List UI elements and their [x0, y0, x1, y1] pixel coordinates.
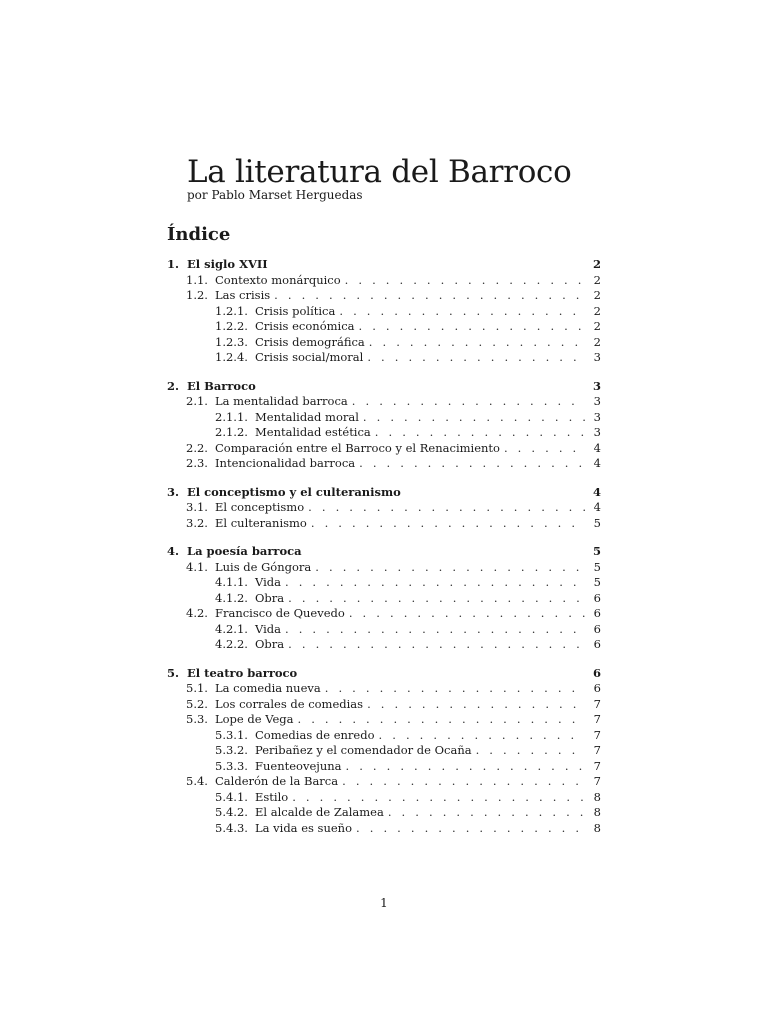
- toc-entry-level-1[interactable]: [167, 666, 601, 682]
- toc-entry-number: 1.1.: [186, 272, 208, 287]
- toc-entry-level-2[interactable]: [167, 712, 601, 728]
- toc-entry-number: 4.: [167, 544, 180, 558]
- dot-leader: [288, 591, 585, 607]
- toc-entry-page: 3: [593, 409, 601, 424]
- toc-entry-page: 6: [593, 637, 601, 651]
- toc-section: [167, 485, 601, 532]
- toc-entry-number: 5.: [167, 665, 180, 680]
- toc-entry-page: 3: [593, 425, 601, 439]
- toc-entry-level-2[interactable]: [167, 456, 601, 472]
- toc-entry-level-2[interactable]: [167, 516, 601, 532]
- toc-entry-title: El siglo XVII: [187, 257, 268, 271]
- toc-entry-number: 4.2.2.: [215, 637, 248, 651]
- toc-section: [167, 544, 601, 653]
- toc-entry-page: 6: [593, 590, 601, 605]
- toc-entry-number: 3.2.: [186, 515, 208, 530]
- toc-entry-page: 4: [593, 500, 601, 514]
- toc-entry-title: Intencionalidad barroca: [215, 456, 356, 470]
- toc-entry-page: 8: [593, 789, 601, 804]
- dot-leader: [346, 759, 586, 775]
- toc-entry-number: 2.1.: [186, 394, 208, 408]
- dot-leader: [315, 560, 585, 576]
- toc-entry-level-2[interactable]: [167, 288, 601, 304]
- page-number: 1: [380, 896, 388, 910]
- toc-heading: Índice: [167, 224, 231, 245]
- toc-entry-number: 5.3.3.: [215, 758, 248, 773]
- dot-leader: [274, 288, 585, 304]
- toc-section: [167, 379, 601, 472]
- toc-section: [167, 666, 601, 837]
- toc-entry-level-2[interactable]: [167, 697, 601, 713]
- dot-leader: [388, 805, 585, 821]
- toc-entry-level-3[interactable]: [167, 728, 601, 744]
- toc-entry-number: 4.1.: [186, 559, 208, 574]
- toc-entry-title: Estilo: [255, 789, 289, 804]
- toc-entry-level-3[interactable]: [167, 319, 601, 335]
- toc-entry-level-3[interactable]: [167, 790, 601, 806]
- dot-leader: [363, 410, 585, 426]
- toc-entry-number: 5.4.2.: [215, 805, 248, 819]
- toc-entry-number: 5.1.: [186, 681, 208, 695]
- toc-entry-page: 8: [593, 820, 601, 835]
- document-author: por Pablo Marset Herguedas: [187, 188, 363, 202]
- dot-leader: [375, 425, 585, 441]
- dot-leader: [285, 575, 585, 591]
- toc-entry-page: 8: [593, 805, 601, 819]
- dot-leader: [342, 774, 585, 790]
- toc-entry-level-2[interactable]: [167, 273, 601, 289]
- toc-entry-page: 3: [592, 378, 601, 393]
- toc-entry-title: Los corrales de comedias: [215, 696, 364, 711]
- toc-entry-title: Peribañez y el comendador de Ocaña: [255, 743, 472, 757]
- toc-entry-level-3[interactable]: [167, 350, 601, 366]
- toc-entry-page: 5: [593, 515, 601, 530]
- dot-leader: [476, 743, 585, 759]
- dot-leader: [367, 350, 585, 366]
- dot-leader: [339, 304, 585, 320]
- toc-entry-page: 5: [593, 575, 601, 589]
- dot-leader: [504, 441, 585, 457]
- dot-leader: [356, 821, 585, 837]
- toc-entry-number: 3.1.: [186, 500, 208, 514]
- toc-entry-level-3[interactable]: [167, 591, 601, 607]
- toc-entry-number: 5.3.1.: [215, 727, 248, 742]
- toc-entry-number: 1.2.2.: [215, 319, 248, 333]
- toc-entry-title: La poesía barroca: [187, 544, 302, 558]
- dot-leader: [367, 697, 585, 713]
- toc-entry-level-3[interactable]: [167, 821, 601, 837]
- toc-entry-number: 2.1.1.: [215, 409, 248, 424]
- toc-entry-level-2[interactable]: [167, 681, 601, 697]
- dot-leader: [369, 335, 585, 351]
- toc-entry-level-3[interactable]: [167, 575, 601, 591]
- dot-leader: [379, 728, 585, 744]
- toc-entry-title: Calderón de la Barca: [215, 774, 339, 788]
- toc-entry-title: Obra: [255, 637, 285, 651]
- toc-entry-number: 2.3.: [186, 456, 208, 470]
- toc-entry-number: 1.2.3.: [215, 334, 248, 349]
- dot-leader: [311, 516, 585, 532]
- table-of-contents: [167, 257, 601, 849]
- toc-entry-page: 2: [593, 319, 601, 333]
- dot-leader: [352, 394, 585, 410]
- toc-entry-title: Mentalidad estética: [255, 425, 371, 439]
- toc-entry-title: Obra: [255, 590, 285, 605]
- toc-entry-page: 4: [593, 456, 601, 470]
- toc-entry-number: 2.2.: [186, 440, 208, 455]
- toc-entry-title: Crisis social/moral: [255, 350, 364, 364]
- dot-leader: [345, 273, 585, 289]
- toc-entry-number: 2.1.2.: [215, 425, 248, 439]
- toc-entry-page: 6: [592, 665, 601, 680]
- toc-entry-number: 5.3.: [186, 712, 208, 726]
- toc-entry-title: Vida: [255, 621, 281, 636]
- toc-entry-level-3[interactable]: [167, 304, 601, 320]
- toc-entry-number: 4.2.1.: [215, 621, 248, 636]
- toc-entry-title: Crisis política: [255, 303, 336, 318]
- toc-entry-number: 5.2.: [186, 696, 208, 711]
- toc-entry-level-1[interactable]: [167, 544, 601, 560]
- dot-leader: [297, 712, 585, 728]
- toc-entry-page: 6: [593, 606, 601, 620]
- toc-entry-title: Crisis económica: [255, 319, 355, 333]
- toc-entry-page: 5: [593, 559, 601, 574]
- toc-entry-title: El teatro barroco: [187, 665, 298, 680]
- toc-entry-number: 1.2.: [186, 288, 208, 302]
- toc-entry-title: Comparación entre el Barroco y el Renacimiento: [215, 440, 500, 455]
- toc-entry-number: 1.2.4.: [215, 350, 248, 364]
- toc-entry-page: 4: [592, 484, 601, 499]
- toc-section: [167, 257, 601, 366]
- toc-entry-level-2[interactable]: [167, 500, 601, 516]
- toc-entry-page: 7: [593, 774, 601, 788]
- toc-entry-title: Luis de Góngora: [215, 559, 312, 574]
- toc-entry-page: 2: [593, 288, 601, 302]
- toc-entry-page: 3: [593, 350, 601, 364]
- toc-entry-page: 5: [592, 544, 601, 558]
- toc-entry-title: La vida es sueño: [255, 820, 353, 835]
- dot-leader: [285, 622, 585, 638]
- toc-entry-number: 5.4.: [186, 774, 208, 788]
- toc-entry-page: 2: [592, 257, 601, 271]
- dot-leader: [308, 500, 585, 516]
- toc-entry-title: El alcalde de Zalamea: [255, 805, 384, 819]
- toc-entry-level-3[interactable]: [167, 637, 601, 653]
- toc-entry-title: El Barroco: [187, 378, 256, 393]
- toc-entry-number: 5.4.1.: [215, 789, 248, 804]
- toc-entry-title: Vida: [255, 575, 281, 589]
- toc-entry-page: 7: [593, 696, 601, 711]
- toc-entry-level-3[interactable]: [167, 425, 601, 441]
- toc-entry-title: Lope de Vega: [215, 712, 294, 726]
- toc-entry-title: Francisco de Quevedo: [215, 606, 345, 620]
- toc-entry-title: El conceptismo y el culteranismo: [187, 484, 401, 499]
- toc-entry-number: 1.: [167, 257, 180, 271]
- toc-entry-title: Crisis demográfica: [255, 334, 365, 349]
- toc-entry-page: 6: [593, 681, 601, 695]
- toc-entry-level-3[interactable]: [167, 805, 601, 821]
- toc-entry-title: Fuenteovejuna: [255, 758, 342, 773]
- toc-entry-level-3[interactable]: [167, 743, 601, 759]
- toc-entry-title: Mentalidad moral: [255, 409, 359, 424]
- toc-entry-page: 2: [593, 334, 601, 349]
- toc-entry-page: 6: [593, 621, 601, 636]
- toc-entry-level-1[interactable]: [167, 379, 601, 395]
- toc-entry-level-2[interactable]: [167, 606, 601, 622]
- toc-entry-level-1[interactable]: [167, 257, 601, 273]
- toc-entry-number: 4.1.2.: [215, 590, 248, 605]
- toc-entry-number: 5.3.2.: [215, 743, 248, 757]
- toc-entry-level-3[interactable]: [167, 759, 601, 775]
- toc-entry-number: 4.1.1.: [215, 575, 248, 589]
- toc-entry-title: Las crisis: [215, 288, 271, 302]
- toc-entry-page: 7: [593, 712, 601, 726]
- toc-entry-number: 2.: [167, 378, 180, 393]
- toc-entry-title: La comedia nueva: [215, 681, 321, 695]
- document-title: La literatura del Barroco: [187, 154, 572, 190]
- toc-entry-page: 7: [593, 727, 601, 742]
- dot-leader: [288, 637, 585, 653]
- toc-entry-page: 2: [593, 272, 601, 287]
- toc-entry-level-3[interactable]: [167, 410, 601, 426]
- toc-entry-page: 4: [593, 440, 601, 455]
- toc-entry-page: 7: [593, 743, 601, 757]
- dot-leader: [359, 456, 585, 472]
- toc-entry-level-1[interactable]: [167, 485, 601, 501]
- toc-entry-number: 4.2.: [186, 606, 208, 620]
- toc-entry-level-3[interactable]: [167, 622, 601, 638]
- dot-leader: [359, 319, 586, 335]
- dot-leader: [349, 606, 585, 622]
- dot-leader: [292, 790, 585, 806]
- toc-entry-title: Comedias de enredo: [255, 727, 375, 742]
- toc-entry-title: El culteranismo: [215, 515, 307, 530]
- toc-entry-level-2[interactable]: [167, 774, 601, 790]
- toc-entry-title: Contexto monárquico: [215, 272, 341, 287]
- toc-entry-title: La mentalidad barroca: [215, 394, 348, 408]
- toc-entry-number: 1.2.1.: [215, 303, 248, 318]
- toc-entry-level-2[interactable]: [167, 560, 601, 576]
- toc-entry-page: 2: [593, 303, 601, 318]
- toc-entry-number: 3.: [167, 484, 180, 499]
- toc-entry-level-2[interactable]: [167, 394, 601, 410]
- toc-entry-page: 7: [593, 758, 601, 773]
- toc-entry-page: 3: [593, 394, 601, 408]
- toc-entry-number: 5.4.3.: [215, 820, 248, 835]
- dot-leader: [325, 681, 585, 697]
- toc-entry-level-2[interactable]: [167, 441, 601, 457]
- toc-entry-level-3[interactable]: [167, 335, 601, 351]
- toc-entry-title: El conceptismo: [215, 500, 305, 514]
